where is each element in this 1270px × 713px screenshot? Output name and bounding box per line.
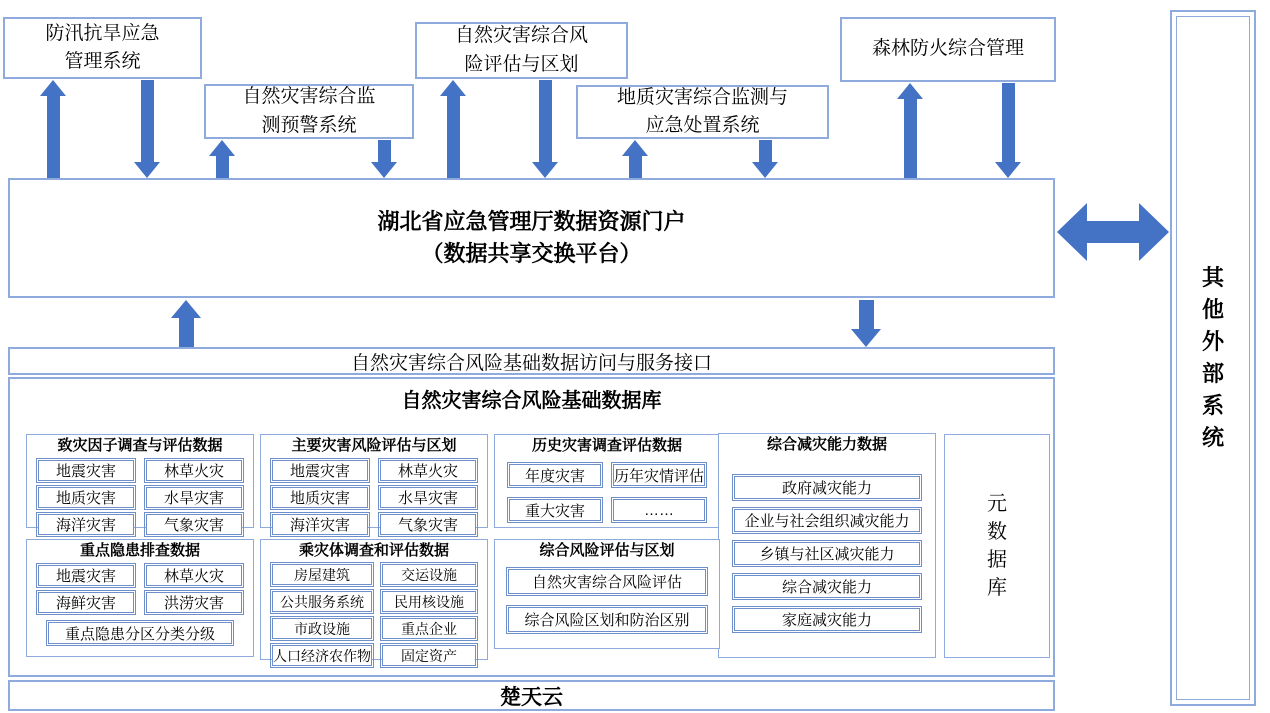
db-item: 林草火灾 (380, 460, 476, 481)
db-item: 企业与社会组织减灾能力 (734, 509, 920, 532)
db-item: 家庭减灾能力 (734, 608, 920, 631)
db-item: 重大灾害 (509, 499, 601, 521)
arrow-shaft (1087, 221, 1139, 243)
db-item: 地震灾害 (38, 460, 134, 481)
db-item: 历年灾情评估 (613, 464, 705, 486)
system-box-line: 防汛抗旱应急 (45, 22, 160, 44)
db-item: 海洋灾害 (38, 514, 134, 535)
cloud-label: 楚天云 (500, 685, 563, 709)
system-box-line: 自然灾害综合监 (242, 86, 376, 107)
portal-subtitle: （数据共享交换平台） (421, 241, 642, 266)
group-title: 综合减灾能力数据 (766, 436, 887, 453)
db-item: 综合风险区划和防治区别 (508, 607, 706, 632)
down-arrow (134, 80, 160, 178)
group-major-risk (260, 434, 488, 534)
db-item: 气象灾害 (380, 514, 476, 535)
system-box-forest-fire (840, 17, 1056, 82)
system-box-line: 地质灾害综合监测与 (616, 86, 788, 108)
db-item: 地震灾害 (38, 565, 134, 586)
system-box-flood-drought (3, 17, 202, 79)
up-arrow (622, 140, 648, 178)
system-box-geological-disaster (576, 85, 829, 139)
up-arrow (209, 140, 235, 178)
group-capacity (718, 433, 936, 658)
db-item: 房屋建筑 (272, 564, 372, 585)
metadata-db-label: 元数据库 (987, 492, 1007, 599)
db-item: 水旱灾害 (380, 487, 476, 508)
group-exposure (260, 539, 488, 664)
down-arrow (752, 140, 778, 178)
group-hidden-danger (26, 539, 254, 657)
cloud-bar (8, 680, 1055, 711)
db-item: 年度灾害 (509, 464, 601, 486)
system-box-line: 险评估与区划 (464, 53, 579, 75)
down-arrow (995, 83, 1021, 178)
system-box-line: 自然灾害综合风 (454, 25, 588, 46)
db-item: 重点企业 (382, 618, 476, 639)
db-item: 自然灾害综合风险评估 (508, 569, 706, 594)
db-item: 固定资产 (382, 645, 476, 666)
db-item: 水旱灾害 (146, 487, 242, 508)
system-box-line: 管理系统 (64, 51, 141, 72)
db-item: 市政设施 (272, 618, 372, 639)
group-title: 乘灾体调查和评估数据 (298, 542, 449, 559)
db-item: 林草火灾 (146, 460, 242, 481)
system-box-line: 森林防火综合管理 (871, 38, 1024, 60)
db-item: 交运设施 (382, 564, 476, 585)
db-item: …… (613, 499, 705, 521)
db-item: 民用核设施 (382, 591, 476, 612)
external-systems-label: 其他外部系统 (1201, 265, 1224, 450)
group-hazard-factor (26, 434, 254, 534)
service-interface-bar (8, 347, 1055, 375)
metadata-db-box (944, 434, 1050, 658)
group-historical (494, 434, 720, 528)
system-box-line: 应急处置系统 (645, 115, 760, 136)
up-arrow (40, 80, 66, 178)
group-title: 重点隐患排查数据 (79, 542, 200, 559)
double-arrow (1057, 203, 1169, 261)
db-item: 海鲜灾害 (38, 592, 134, 613)
db-item: 地质灾害 (272, 487, 368, 508)
db-item: 政府减灾能力 (734, 476, 920, 499)
db-item: 地震灾害 (272, 460, 368, 481)
db-item: 地质灾害 (38, 487, 134, 508)
group-title: 综合风险评估与区划 (539, 542, 675, 559)
group-title: 致灾因子调查与评估数据 (57, 437, 223, 454)
arrow-left-head (1057, 203, 1087, 261)
group-comprehensive-risk (494, 539, 720, 649)
arrow-right-head (1139, 203, 1169, 261)
db-item: 气象灾害 (146, 514, 242, 535)
db-item: 洪涝灾害 (146, 592, 242, 613)
group-title: 主要灾害风险评估与区划 (291, 437, 457, 454)
group-title: 历史灾害调查评估数据 (531, 437, 682, 454)
external-systems-box (1170, 10, 1256, 706)
up-arrow (440, 80, 466, 178)
db-item: 人口经济农作物 (272, 645, 372, 666)
db-item: 重点隐患分区分类分级 (48, 622, 232, 644)
up-arrow (171, 300, 201, 347)
service-interface-label: 自然灾害综合风险基础数据访问与服务接口 (350, 352, 712, 374)
down-arrow (532, 80, 558, 178)
db-item: 公共服务系统 (272, 591, 372, 612)
database-title: 自然灾害综合风险基础数据库 (401, 390, 662, 412)
down-arrow (371, 140, 397, 178)
external-systems-inner (1176, 16, 1250, 700)
portal-title: 湖北省应急管理厅数据资源门户 (377, 209, 686, 235)
db-item: 综合减灾能力 (734, 575, 920, 598)
db-item: 乡镇与社区减灾能力 (734, 542, 920, 565)
down-arrow (851, 300, 881, 347)
system-box-monitor-warning (204, 84, 414, 139)
portal-box (8, 178, 1055, 298)
system-box-line: 测预警系统 (261, 114, 357, 136)
db-item: 海洋灾害 (272, 514, 368, 535)
system-box-risk-assessment (415, 22, 628, 79)
db-item: 林草火灾 (146, 565, 242, 586)
database-box (8, 377, 1055, 677)
up-arrow (897, 83, 923, 178)
